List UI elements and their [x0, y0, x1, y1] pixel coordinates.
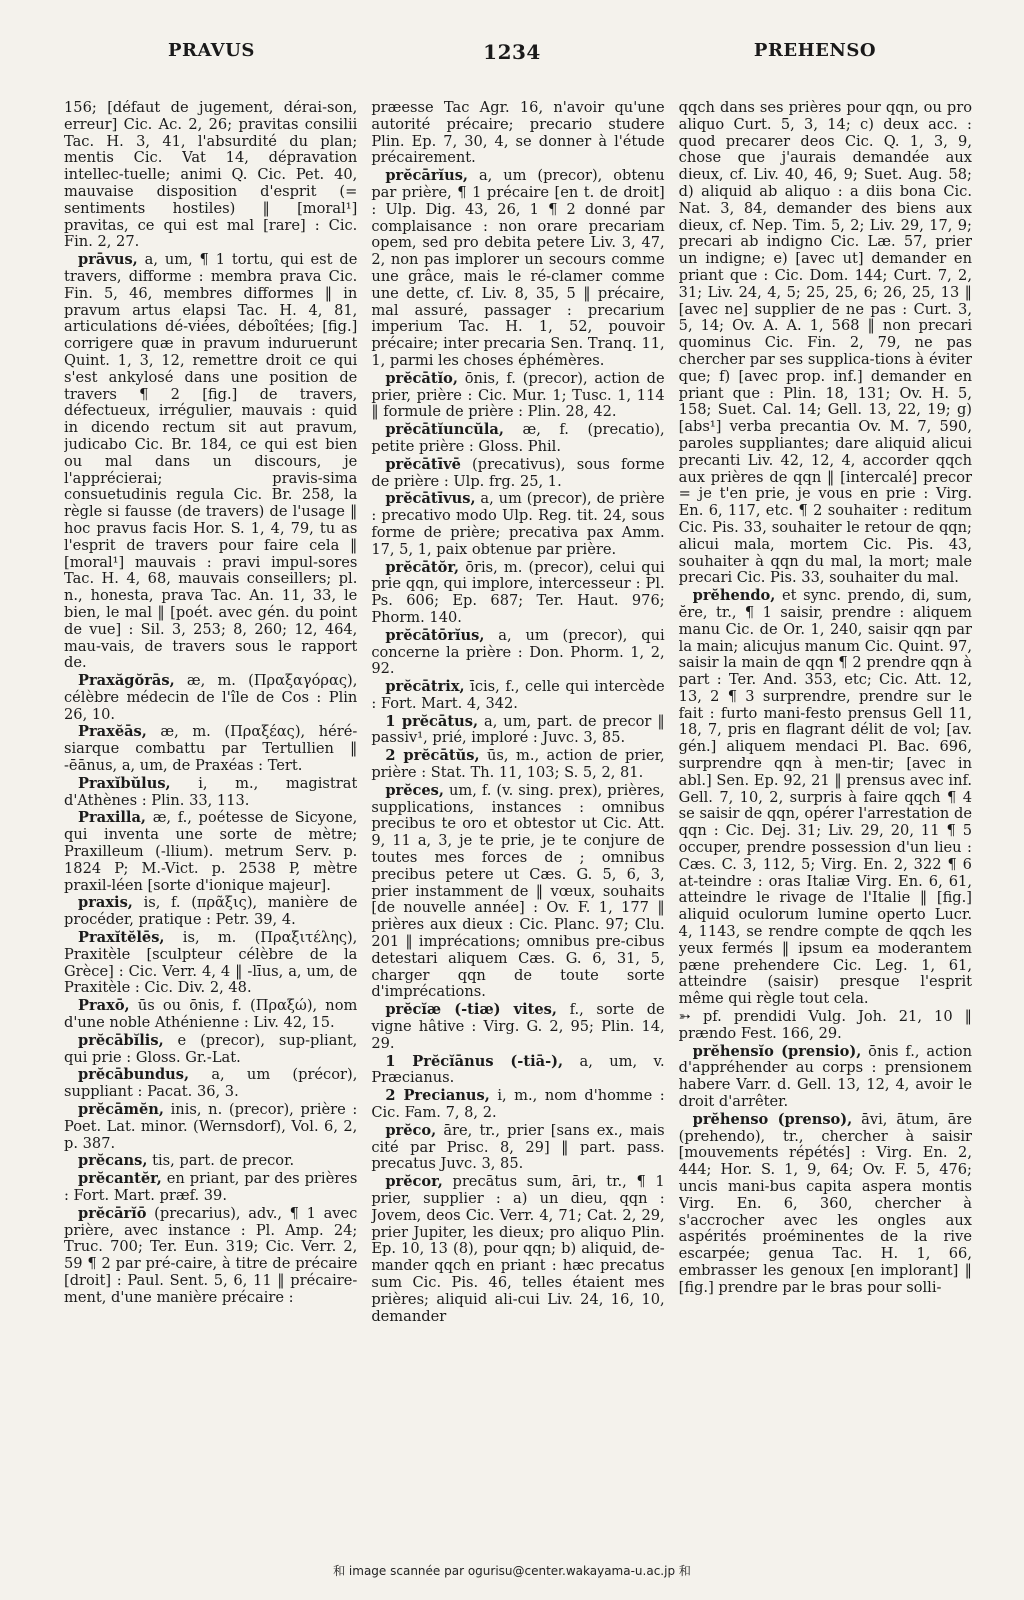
page-number: 1234: [483, 40, 541, 64]
entry-definition: (precativus), sous forme de prière : Ulp. frg. 25, 1.: [371, 455, 665, 490]
entry-headword: prĕhenso (prenso),: [692, 1110, 853, 1128]
dictionary-entry: [64, 673, 357, 723]
entry-definition: āre, tr., prier [sans ex., mais cité par Prisc. 8, 29] ‖ part. pass. precatus Juvc. 3, 85.: [371, 1121, 665, 1173]
entry-headword: Praxăgŏrās,: [78, 672, 175, 690]
entry-headword: Praxō,: [78, 997, 130, 1015]
scan-credit: 和 image scannée par ogurisu@center.wakayama-u.ac.jp 和: [333, 1564, 691, 1578]
entry-definition: ūs ou ōnis, f. (Πραξώ), nom d'une noble Athénienne : Liv. 42, 15.: [64, 997, 358, 1032]
entry-definition: 156; [défaut de jugement, dérai-son, erreur] Cic. Ac. 2, 26; pravitas consilii Tac. H. 3, 41, l'absurdité du plan; mentis Cic. Vat 14, dépravation intellec-tuelle; animi Q. Cic. Pet. 40, mauvaise disposition d'esprit (= sentiments hostiles) ‖ [moral¹] pravitas, ce qui est mal [rare] : Cic. Fin. 2, 27.: [64, 100, 358, 251]
dictionary-entry: [64, 1033, 357, 1067]
dictionary-entry: [371, 628, 664, 678]
dictionary-entry: [371, 679, 664, 713]
dictionary-entry: [679, 588, 972, 1008]
column-3: [679, 100, 972, 1542]
entry-headword: 1 prĕcātus,: [385, 712, 479, 730]
entry-headword: Praxĭbŭlus,: [78, 774, 171, 792]
entry-definition: æ, f. (precatio), petite prière : Gloss. Phil.: [371, 421, 665, 455]
entry-headword: prĕcāmĕn,: [78, 1101, 164, 1119]
entry-definition: ōnis, f. (precor), action de prier, prière : Cic. Mur. 1; Tusc. 1, 114 ‖ formule de prière : Plin. 28, 42.: [371, 369, 665, 421]
dictionary-entry: [371, 560, 664, 627]
entry-headword: prĕhensĭo (prensio),: [692, 1042, 862, 1060]
dictionary-entry: [371, 783, 664, 1001]
entry-definition: a, um, part. de precor ‖ passiv¹, prié, imploré : Juvc. 3, 85.: [371, 712, 665, 747]
entry-definition: is, m. (Πραξιτέλης), Praxitèle [sculpteur célèbre de la Grèce] : Cic. Verr. 4, 4 ‖ -līus, a, um, de Praxitèle : Cic. Div. 2, 48.: [64, 929, 358, 997]
entry-headword: prĕces,: [385, 781, 444, 799]
entry-headword: 1 Prĕcĭānus (-tiā-),: [385, 1052, 564, 1070]
dictionary-columns: [64, 100, 972, 1542]
dictionary-entry: [371, 371, 664, 421]
entry-definition: is, f. (πρᾶξις), manière de procéder, pratique : Petr. 39, 4.: [64, 894, 358, 929]
entry-headword: prāvus,: [78, 251, 138, 269]
entry-definition: a, um, ¶ 1 tortu, qui est de travers, difforme : membra prava Cic. Fin. 5, 46, membres difformes ‖ in pravum artus elapsi Tac. H. 4, 81, articulations dé-viées, déboîtées; [fig.] corrigere quæ in pravum induruerunt Quint. 1, 3, 12, remettre droit ce qui s'est ankylosé dans une position de travers ¶ 2 [fig.] de travers, défectueux, irrégulier, mauvais : quid in dicendo rectum sit aut pravum, judicabo Cic. Br. 184, ce qui est bien ou mal dans un discours, je l'apprécierai; pravis-sima consuetudinis regula Cic. Br. 258, la règle si fausse (de travers) de l'usage ‖ hoc pravus facis Hor. S. 1, 4, 79, tu as l'esprit de travers pour faire cela ‖ [moral¹] mauvais : pravi impul-sores Tac. H. 4, 68, mauvais conseillers; pl. n., honesta, prava Tac. An. 11, 33, le bien, le mal ‖ [poét. avec gén. du point de vue] : Sil. 3, 253; 8, 260; 12, 464, mau-vais, de travers sous le rapport de.: [64, 251, 358, 672]
entry-definition: um, f. (v. sing. prex), prières, supplications, instances : omnibus precibus te oro et obtestor ut Cic. Att. 9, 11 a, 3, je te prie, je te conjure de toutes mes forces de ; omnibus precibus petere ut Cæs. G. 5, 6, 3, prier instamment de ‖ vœux, souhaits [de nouvelle année] : Ov. F. 1, 177 ‖ prières aux dieux : Cic. Planc. 97; Clu. 201 ‖ imprécations; omnibus pre-cibus detestari aliquem Cæs. G. 6, 31, 5, charger qqn de toute sorte d'imprécations.: [371, 781, 665, 1001]
dictionary-entry: [64, 1171, 357, 1205]
dictionary-entry: [371, 422, 664, 456]
entry-headword: prĕcor,: [385, 1173, 443, 1191]
entry-definition: æ, m. (Πραξέας), héré-siarque combattu par Tertullien ‖ -ēānus, a, um, de Praxéas : Tert.: [64, 723, 358, 775]
entry-headword: Praxilla,: [78, 809, 146, 827]
entry-definition: āvi, ātum, āre (prehendo), tr., chercher à saisir [mouvements répétés] : Virg. En. 2, 444; Hor. S. 1, 9, 64; Ov. F. 5, 476; uncis mani-bus capita aspera montis Virg. En. 6, 360, chercher à s'accrocher avec les ongles aux aspérités proéminentes de la rive escarpée; genua Tac. H. 1, 66, embrasser les genoux [en implorant] ‖ [fig.] prendre par le bras pour solli-: [678, 1110, 972, 1296]
entry-headword: prĕcābundus,: [78, 1066, 190, 1084]
dictionary-entry: [679, 1112, 972, 1297]
entry-headword: prĕcĭæ (-tiæ) vites,: [385, 1001, 557, 1019]
entry-definition: a, um, v. Præcianus.: [371, 1052, 665, 1087]
page-header: [0, 40, 1024, 90]
dictionary-entry: [679, 1009, 972, 1043]
dictionary-entry: [64, 1102, 357, 1152]
dictionary-entry: [679, 100, 972, 587]
dictionary-entry: [371, 457, 664, 491]
entry-headword: prĕcans,: [78, 1152, 148, 1170]
entry-headword: prĕcātīvus,: [385, 490, 476, 508]
running-head-left: PRAVUS: [168, 40, 255, 61]
entry-definition: qqch dans ses prières pour qqn, ou pro aliquo Curt. 5, 3, 14; c) deux acc. : quod precarer deos Cic. Q. 1, 3, 9, chose que j'aurais demandée aux dieux, cf. Liv. 40, 46, 9; Suet. Aug. 58; d) aliquid ab aliquo : a diis bona Cic. Nat. 3, 84, demander des biens aux dieux, cf. Nep. Tim. 5, 2; Liv. 29, 17, 9; precari ab indigno Cic. Læ. 57, prier un indigne; e) [avec ut] demander en priant que : Cic. Dom. 144; Curt. 7, 2, 31; Liv. 24, 4, 5; 25, 25, 6; 26, 25, 13 ‖ [avec ne] supplier de ne pas : Curt. 3, 5, 14; Ov. A. A. 1, 568 ‖ non precari quominus Cic. Fin. 2, 79, ne pas chercher par ses supplica-tions à éviter que; f) [avec prop. inf.] demander en priant que : Plin. 18, 131; Ov. H. 5, 158; Suet. Cal. 14; Gell. 13, 22, 19; g) [abs¹] verba precantia Ov. M. 7, 590, paroles suppliantes; dare aliquid alicui precanti Liv. 42, 12, 4, accorder qqch aux prières de qqn ‖ [intercalé] precor = je t'en prie, je vous en prie : Virg. En. 6, 117, etc. ¶ 2 souhaiter : reditum Cic. Pis. 33, souhaiter le retour de qqn; alicui mala, mortem Cic. Pis. 43, souhaiter à qqn du mal, la mort; male precari Cic. Pis. 33, souhaiter du mal.: [678, 100, 972, 587]
entry-definition: et sync. prendo, di, sum, ĕre, tr., ¶ 1 saisir, prendre : aliquem manu Cic. de Or. 1, 240, saisir qqn par la main; alicujus manum Cic. Quint. 97, saisir la main de qqn ¶ 2 prendre qqn à part : Ter. And. 353, etc; Cic. Att. 12, 13, 2 ¶ 3 surprendre, prendre sur le fait : furto mani-festo prensus Gell 11, 18, 7, pris en flagrant délit de vol; [av. gén.] aliquem mendaci Pl. Bac. 696, surprendre qqn à men-tir; [avec in abl.] Sen. Ep. 92, 21 ‖ prensus avec inf. Gell. 7, 10, 2, surpris à faire qqch ¶ 4 se saisir de qqn, opérer l'arrestation de qqn : Cic. Dej. 31; Liv. 29, 20, 11 ¶ 5 occuper, prendre possession d'un lieu : Cæs. C. 3, 112, 5; Virg. En. 2, 322 ¶ 6 at-teindre : oras Italiæ Virg. En. 6, 61, atteindre le rivage de l'Italie ‖ [fig.] aliquid oculorum lumine operto Lucr. 4, 1143, se rendre compte de qqch les yeux fermés ‖ ipsum ea moderantem pæne prehendere Cic. Leg. 1, 61, atteindre (saisir) presque l'esprit même qui règle tout cela.: [678, 587, 972, 1008]
entry-definition: a, um (precor), obtenu par prière, ¶ 1 précaire [en t. de droit] : Ulp. Dig. 43, 26, 1 ¶ 2 donné par complaisance : non orare precariam opem, sed pro debita petere Liv. 3, 47, 2, non pas implorer un secours comme une grâce, mais le ré-clamer comme une dette, cf. Liv. 8, 35, 5 ‖ précaire, mal assuré, passager : precarium imperium Tac. H. 1, 52, pouvoir précaire; inter precaria Sen. Tranq. 11, 1, parmi les choses éphémères.: [371, 167, 665, 369]
entry-definition: i, m., magistrat d'Athènes : Plin. 33, 113.: [64, 774, 358, 809]
entry-definition: īcis, f., celle qui intercède : Fort. Mart. 4, 342.: [371, 678, 665, 712]
entry-headword: prĕcābĭlis,: [78, 1031, 164, 1049]
entry-definition: ➳ pf. prendidi Vulg. Joh. 21, 10 ‖ prændo Fest. 166, 29.: [678, 1008, 972, 1042]
entry-headword: prĕcantĕr,: [78, 1170, 162, 1188]
dictionary-entry: [371, 1174, 664, 1325]
entry-headword: praxis,: [78, 894, 133, 912]
entry-headword: prĕcātīvē: [385, 455, 461, 473]
dictionary-entry: [371, 1088, 664, 1122]
entry-definition: æ, f., poétesse de Sicyone, qui inventa une sorte de mètre; Praxilleum (-llium). metrum Serv. p. 1824 P; M.-Vict. p. 2538 P, mètre praxil-léen [sorte d'ionique majeur].: [64, 809, 358, 894]
dictionary-entry: [371, 491, 664, 558]
entry-definition: a, um (precor), qui concerne la prière : Don. Phorm. 1, 2, 92.: [371, 626, 665, 678]
entry-headword: Praxĕās,: [78, 723, 147, 741]
entry-definition: æ, m. (Πραξαγόρας), célèbre médecin de l'île de Cos : Plin 26, 10.: [64, 672, 358, 723]
entry-headword: prĕcātĭo,: [385, 369, 458, 387]
entry-headword: prĕcātĭuncŭla,: [385, 421, 504, 439]
column-1: [64, 100, 357, 1542]
dictionary-entry: [371, 100, 664, 167]
entry-headword: prĕcārĭus,: [385, 167, 468, 185]
entry-headword: prĕhendo,: [692, 587, 776, 605]
dictionary-entry: [64, 100, 357, 251]
dictionary-entry: [371, 1002, 664, 1052]
dictionary-entry: [64, 895, 357, 929]
entry-definition: ōris, m. (precor), celui qui prie qqn, qui implore, intercesseur : Pl. Ps. 606; Ep. 687; Ter. Haut. 976; Phorm. 140.: [371, 558, 665, 626]
dictionary-entry: [64, 810, 357, 894]
entry-definition: f., sorte de vigne hâtive : Virg. G. 2, 95; Plin. 14, 29.: [371, 1001, 665, 1052]
entry-definition: ōnis f., action d'appréhender au corps : prensionem habere Varr. d. Gell. 13, 12, 4, avoir le droit d'arrêter.: [678, 1042, 972, 1111]
dictionary-entry: [64, 998, 357, 1032]
dictionary-entry: [64, 1067, 357, 1101]
entry-definition: inis, n. (precor), prière : Poet. Lat. minor. (Wernsdorf), Vol. 6, 2, p. 387.: [64, 1101, 358, 1152]
dictionary-entry: [64, 252, 357, 672]
entry-definition: e (precor), sup-pliant, qui prie : Gloss. Gr.-Lat.: [64, 1031, 358, 1066]
entry-headword: prĕcārĭō: [78, 1204, 147, 1222]
entry-definition: precātus sum, āri, tr., ¶ 1 prier, supplier : a) un dieu, qqn : Jovem, deos Cic. Verr. 4, 71; Cat. 2, 29, prier Jupiter, les dieux; pro aliquo Plin. Ep. 10, 13 (8), pour qqn; b) aliquid, de-mander qqch en priant : hæc precatus sum Cic. Pis. 46, telles étaient mes prières; aliquid ali-cui Liv. 24, 16, 10, demander: [371, 1173, 665, 1325]
entry-headword: prĕcātrix,: [385, 678, 465, 696]
dictionary-entry: [371, 1123, 664, 1173]
entry-headword: 2 Precianus,: [385, 1087, 490, 1105]
dictionary-entry: [371, 714, 664, 748]
column-2: [371, 100, 664, 1542]
entry-headword: 2 prĕcātŭs,: [385, 747, 480, 765]
dictionary-entry: [64, 776, 357, 810]
entry-definition: en priant, par des prières : Fort. Mart. præf. 39.: [64, 1170, 358, 1204]
dictionary-entry: [64, 930, 357, 997]
entry-definition: præesse Tac Agr. 16, n'avoir qu'une autorité précaire; precario studere Plin. Ep. 7, 30, 4, se donner à l'étude précairement.: [371, 100, 665, 167]
dictionary-entry: [64, 1206, 357, 1307]
dictionary-entry: [371, 748, 664, 782]
running-head-right: PREHENSO: [753, 40, 876, 61]
entry-headword: prĕcātŏr,: [385, 558, 460, 576]
entry-headword: prĕco,: [385, 1121, 437, 1139]
entry-headword: prĕcātōrĭus,: [385, 626, 485, 644]
entry-headword: Praxĭtĕlēs,: [78, 929, 165, 947]
dictionary-entry: [371, 1054, 664, 1088]
entry-definition: tis, part. de precor.: [152, 1152, 295, 1170]
entry-definition: a, um (precor), de prière : precativo modo Ulp. Reg. tit. 24, sous forme de prière; precativa pax Amm. 17, 5, 1, paix obtenue par prière.: [371, 490, 665, 558]
entry-definition: (precarius), adv., ¶ 1 avec prière, avec instance : Pl. Amp. 24; Truc. 700; Ter. Eun. 319; Cic. Verr. 2, 59 ¶ 2 par pré-caire, à titre de précaire [droit] : Paul. Sent. 5, 6, 11 ‖ précaire-ment, d'une manière précaire :: [64, 1204, 358, 1306]
dictionary-entry: [679, 1044, 972, 1111]
entry-definition: i, m., nom d'homme : Cic. Fam. 7, 8, 2.: [371, 1087, 665, 1122]
dictionary-entry: [64, 1153, 357, 1170]
entry-definition: a, um (précor), suppliant : Pacat. 36, 3.: [64, 1066, 358, 1101]
dictionary-entry: [371, 168, 664, 370]
entry-definition: ūs, m., action de prier, prière : Stat. Th. 11, 103; S. 5, 2, 81.: [371, 747, 665, 782]
dictionary-entry: [64, 724, 357, 774]
